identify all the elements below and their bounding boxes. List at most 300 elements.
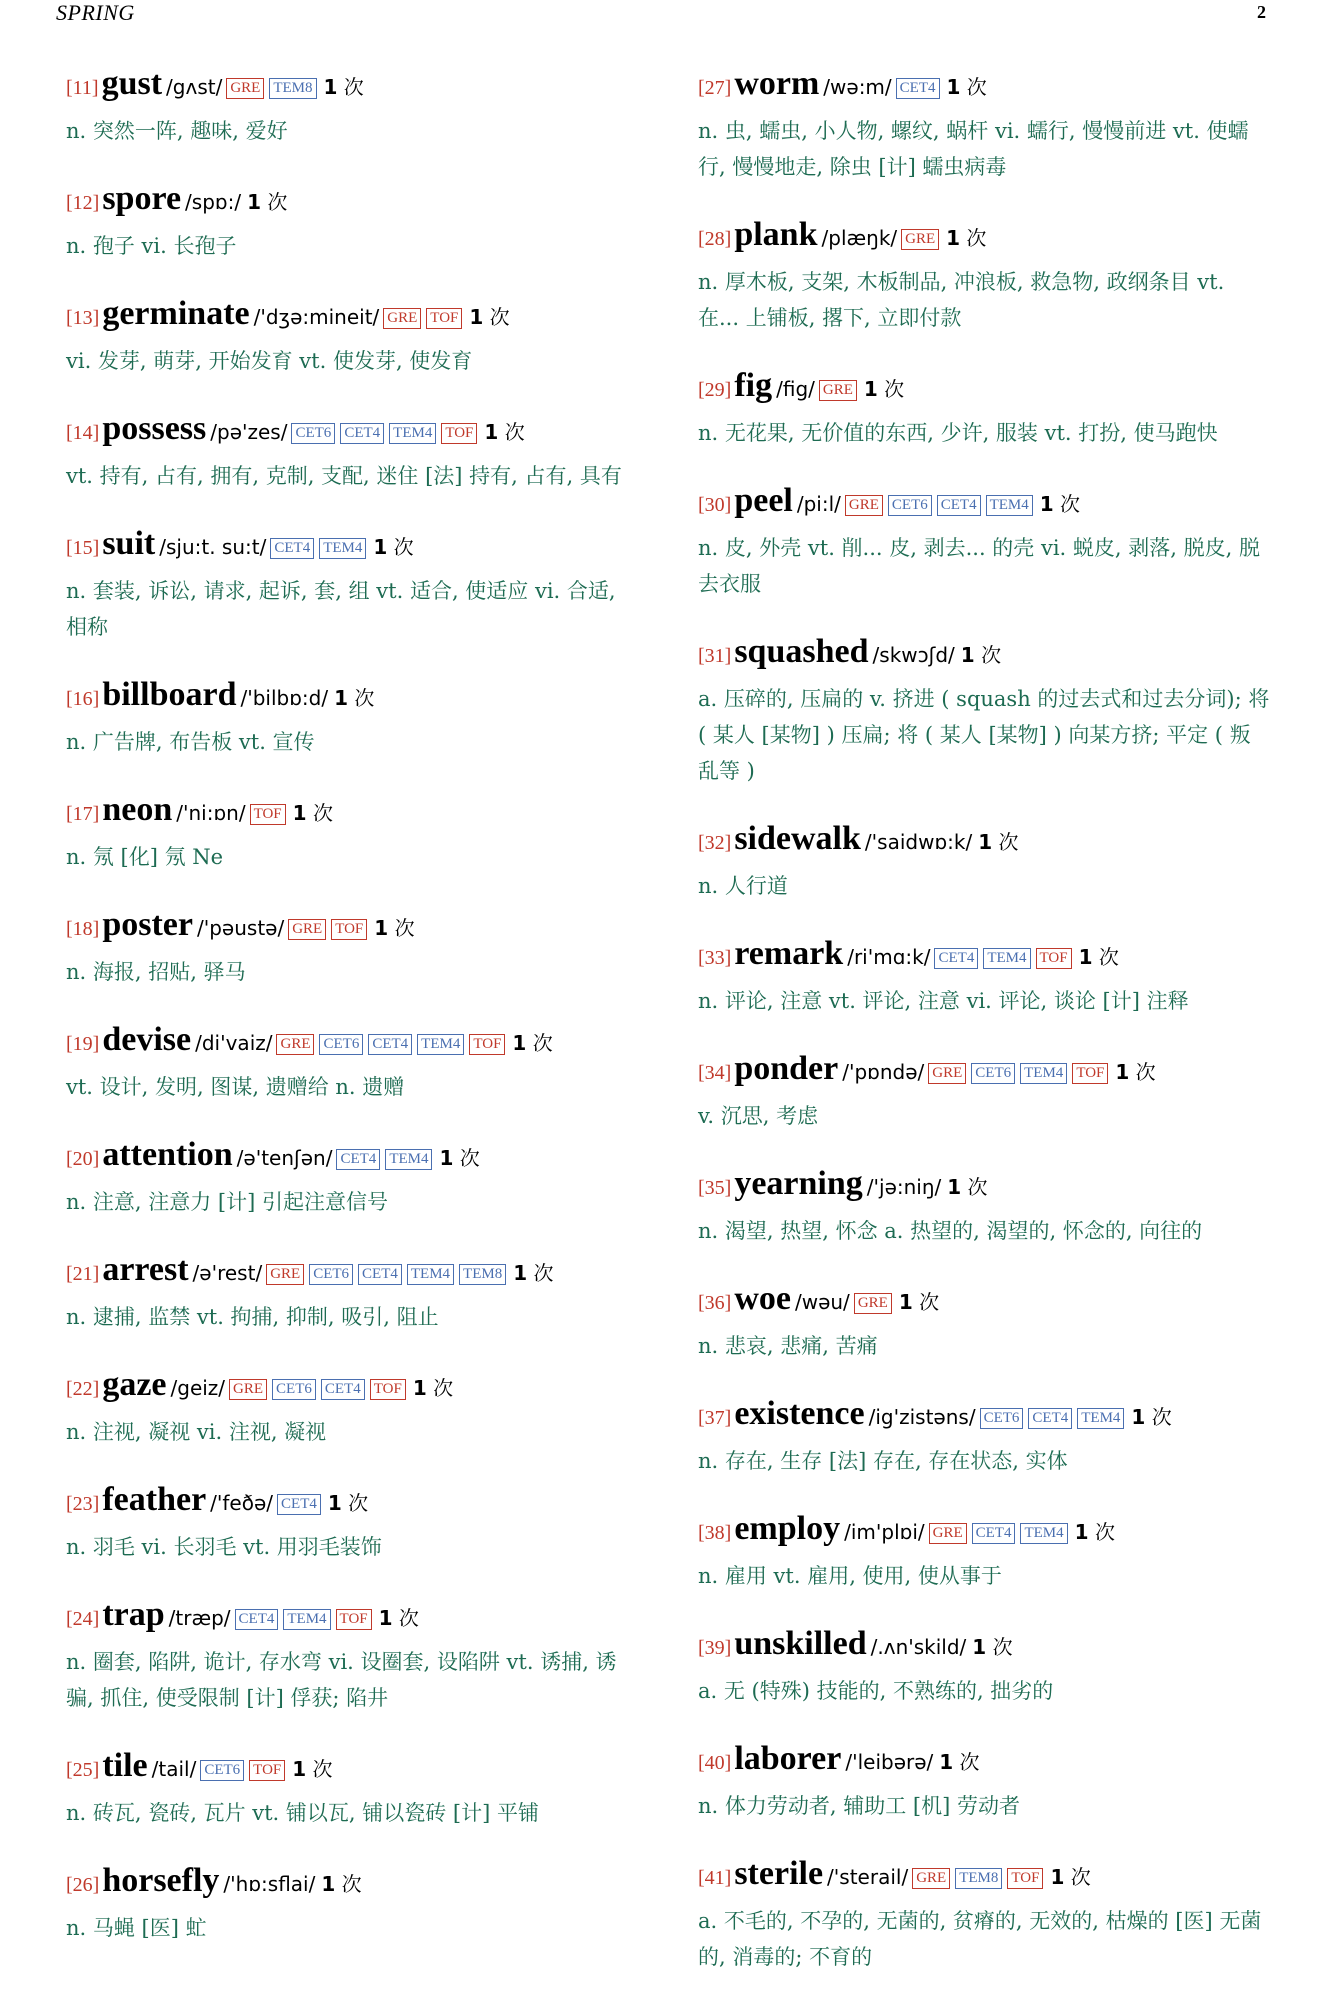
exam-tag-tem4: TEM4 [983, 948, 1030, 969]
entry-heading [66, 1133, 638, 1182]
vocab-entry [66, 903, 638, 990]
frequency-count: 1 [1115, 1060, 1130, 1084]
exam-tags [845, 496, 1038, 515]
frequency-label: 次 [919, 1290, 940, 1314]
vocab-entry [66, 292, 638, 379]
exam-tags [934, 949, 1076, 968]
frequency-count: 1 [978, 830, 993, 854]
definition: n. 孢子 vi. 长孢子 [66, 234, 237, 258]
entry-number: [40] [698, 1752, 732, 1774]
exam-tag-tof: TOF [331, 919, 367, 940]
headword: worm [734, 65, 820, 102]
exam-tag-cet4: CET4 [934, 948, 978, 969]
frequency-count: 1 [292, 801, 307, 825]
frequency-label: 次 [1135, 1060, 1156, 1084]
exam-tag-tem4: TEM4 [1020, 1063, 1067, 1084]
entry-heading [66, 903, 638, 952]
headword: billboard [102, 676, 237, 713]
frequency-label: 次 [1098, 945, 1119, 969]
frequency-count: 1 [939, 1750, 954, 1774]
definition: n. 羽毛 vi. 长羽毛 vt. 用羽毛装饰 [66, 1535, 382, 1559]
vocab-entry [66, 1018, 638, 1105]
definition: n. 评论, 注意 vt. 评论, 注意 vi. 评论, 谈论 [计] 注释 [698, 989, 1189, 1013]
exam-tag-tem4: TEM4 [389, 423, 436, 444]
entry-number: [31] [698, 645, 732, 667]
vocab-entry [698, 1162, 1270, 1249]
exam-tag-gre: GRE [288, 919, 326, 940]
frequency-label: 次 [312, 1757, 333, 1781]
frequency [961, 643, 1001, 667]
frequency-count: 1 [1050, 1865, 1065, 1889]
exam-tags [980, 1409, 1130, 1428]
frequency-label: 次 [504, 420, 525, 444]
definition: n. 渴望, 热望, 怀念 a. 热望的, 渴望的, 怀念的, 向往的 [698, 1219, 1203, 1243]
entry-number: [18] [66, 918, 100, 940]
exam-tag-cet4: CET4 [336, 1149, 380, 1170]
frequency-count: 1 [412, 1376, 427, 1400]
frequency [247, 190, 287, 214]
entry-heading [66, 1248, 638, 1297]
headword: sidewalk [734, 820, 861, 857]
exam-tags [928, 1064, 1113, 1083]
frequency-label: 次 [992, 1635, 1013, 1659]
vocab-entry [66, 177, 638, 264]
frequency-label: 次 [532, 1031, 553, 1055]
entry-number: [30] [698, 494, 732, 516]
phonetic: /wə:m/ [823, 75, 892, 99]
frequency-label: 次 [1094, 1520, 1115, 1544]
vocab-entry [66, 1744, 638, 1831]
exam-tag-tem4: TEM4 [407, 1264, 454, 1285]
definition: n. 注意, 注意力 [计] 引起注意信号 [66, 1190, 388, 1214]
frequency [899, 1290, 939, 1314]
phonetic: /.ʌn'skild/ [870, 1635, 967, 1659]
frequency-count: 1 [292, 1757, 307, 1781]
entry-number: [16] [66, 688, 100, 710]
entry-number: [37] [698, 1407, 732, 1429]
entry-number: [36] [698, 1292, 732, 1314]
definition: a. 无 (特殊) 技能的, 不熟练的, 拙劣的 [698, 1679, 1054, 1703]
frequency [972, 1635, 1012, 1659]
page-number: 2 [1257, 2, 1266, 22]
entry-heading [698, 479, 1270, 528]
definition: n. 突然一阵, 趣味, 爱好 [66, 119, 288, 143]
exam-tag-cet4: CET4 [368, 1034, 412, 1055]
vocab-entry [698, 932, 1270, 1019]
exam-tags [200, 1761, 290, 1780]
vocab-entry [66, 673, 638, 760]
phonetic: /'jə:niŋ/ [866, 1175, 942, 1199]
vocab-entry [66, 1133, 638, 1220]
entry-number: [38] [698, 1522, 732, 1544]
exam-tag-tof: TOF [336, 1609, 372, 1630]
frequency-label: 次 [267, 190, 288, 214]
phonetic: /gʌst/ [166, 75, 223, 99]
frequency-count: 1 [513, 1261, 528, 1285]
headword: poster [102, 906, 193, 943]
entry-heading [698, 1047, 1270, 1096]
definition: n. 氖 [化] 氖 Ne [66, 845, 224, 869]
exam-tag-cet4: CET4 [972, 1523, 1016, 1544]
frequency-count: 1 [946, 75, 961, 99]
entry-heading [698, 1507, 1270, 1556]
frequency [413, 1376, 453, 1400]
entry-number: [39] [698, 1637, 732, 1659]
frequency [374, 916, 414, 940]
exam-tags [270, 539, 371, 558]
vocab-entry [698, 1047, 1270, 1134]
exam-tag-gre: GRE [819, 380, 857, 401]
entry-number: [33] [698, 947, 732, 969]
frequency [946, 226, 986, 250]
entry-number: [28] [698, 228, 732, 250]
vocab-entry [698, 1507, 1270, 1594]
phonetic: /'ni:ɒn/ [176, 801, 246, 825]
phonetic: /ə'rest/ [192, 1261, 263, 1285]
phonetic: /'feðə/ [210, 1491, 274, 1515]
entry-number: [15] [66, 537, 100, 559]
phonetic: /pə'zes/ [210, 420, 288, 444]
exam-tags [896, 79, 945, 98]
vocab-entry [698, 1392, 1270, 1479]
vocab-entry [698, 62, 1270, 185]
phonetic: /'leibərə/ [845, 1750, 934, 1774]
exam-tag-gre: GRE [383, 308, 421, 329]
entry-heading [66, 62, 638, 111]
exam-tag-cet6: CET6 [980, 1408, 1024, 1429]
exam-tag-cet4: CET4 [937, 495, 981, 516]
phonetic: /'pɒndə/ [842, 1060, 925, 1084]
frequency-count: 1 [323, 75, 338, 99]
frequency-count: 1 [1131, 1405, 1146, 1429]
phonetic: /plæŋk/ [821, 226, 898, 250]
entry-number: [22] [66, 1378, 100, 1400]
exam-tag-cet6: CET6 [319, 1034, 363, 1055]
entry-number: [17] [66, 803, 100, 825]
exam-tag-gre: GRE [854, 1293, 892, 1314]
entry-heading [698, 817, 1270, 866]
headword: sterile [734, 1855, 824, 1892]
entry-heading [66, 673, 638, 722]
definition: n. 圈套, 陷阱, 诡计, 存水弯 vi. 设圈套, 设陷阱 vt. 诱捕, 诱骗, 抓住, 使受限制 [计] 俘获; 陷井 [66, 1650, 617, 1710]
entry-heading [698, 1737, 1270, 1786]
exam-tags [235, 1610, 377, 1629]
entry-heading [66, 788, 638, 837]
entry-heading [698, 364, 1270, 413]
exam-tags [901, 230, 944, 249]
frequency-count: 1 [512, 1031, 527, 1055]
frequency [978, 830, 1018, 854]
frequency-count: 1 [1039, 492, 1054, 516]
exam-tag-tem4: TEM4 [1020, 1523, 1067, 1544]
headword: employ [734, 1510, 841, 1547]
frequency [947, 75, 987, 99]
headword: neon [102, 791, 173, 828]
frequency-label: 次 [1070, 1865, 1091, 1889]
vocab-entry [698, 1622, 1270, 1709]
frequency-label: 次 [1151, 1405, 1172, 1429]
headword: suit [102, 525, 156, 562]
entry-heading [698, 1622, 1270, 1671]
exam-tag-gre: GRE [276, 1034, 314, 1055]
phonetic: /skwɔʃd/ [872, 643, 955, 667]
exam-tags [276, 1035, 510, 1054]
exam-tags [226, 79, 321, 98]
frequency-count: 1 [469, 305, 484, 329]
exam-tag-cet4: CET4 [340, 423, 384, 444]
exam-tag-tem4: TEM4 [417, 1034, 464, 1055]
entry-heading [698, 630, 1270, 679]
headword: feather [102, 1481, 207, 1518]
frequency-label: 次 [354, 686, 375, 710]
frequency-label: 次 [393, 535, 414, 559]
definition: vi. 发芽, 萌芽, 开始发育 vt. 使发芽, 使发育 [66, 349, 473, 373]
entry-heading [698, 62, 1270, 111]
definition: n. 海报, 招贴, 驿马 [66, 960, 246, 984]
phonetic: /fig/ [776, 377, 815, 401]
headword: remark [734, 935, 844, 972]
frequency [1115, 1060, 1155, 1084]
frequency [1075, 1520, 1115, 1544]
exam-tags [929, 1524, 1073, 1543]
phonetic: /pi:l/ [796, 492, 841, 516]
frequency-label: 次 [966, 75, 987, 99]
exam-tag-tof: TOF [441, 423, 477, 444]
exam-tag-tof: TOF [1007, 1868, 1043, 1889]
frequency-count: 1 [334, 686, 349, 710]
section-title: SPRING [56, 0, 135, 25]
frequency-count: 1 [947, 1175, 962, 1199]
frequency-count: 1 [373, 535, 388, 559]
frequency-count: 1 [374, 916, 389, 940]
definition: n. 砖瓦, 瓷砖, 瓦片 vt. 铺以瓦, 铺以瓷砖 [计] 平铺 [66, 1801, 539, 1825]
frequency-count: 1 [247, 190, 261, 214]
headword: woe [734, 1280, 791, 1317]
entry-heading [66, 1593, 638, 1642]
left-column [66, 62, 638, 1974]
frequency [1040, 492, 1080, 516]
frequency [321, 1872, 361, 1896]
frequency-label: 次 [884, 377, 905, 401]
vocab-entry [698, 213, 1270, 336]
exam-tag-tem8: TEM8 [459, 1264, 506, 1285]
definition: n. 无花果, 无价值的东西, 少许, 服装 vt. 打扮, 使马跑快 [698, 421, 1218, 445]
phonetic: /'hɒ:sflai/ [223, 1872, 316, 1896]
exam-tag-tof: TOF [1036, 948, 1072, 969]
frequency-count: 1 [960, 643, 975, 667]
exam-tag-cet4: CET4 [270, 538, 314, 559]
phonetic: /'bilbɒ:d/ [240, 686, 329, 710]
frequency-label: 次 [348, 1491, 369, 1515]
frequency [373, 535, 413, 559]
vocab-entry [698, 817, 1270, 904]
exam-tags [819, 381, 862, 400]
exam-tag-tof: TOF [426, 308, 462, 329]
definition: n. 套装, 诉讼, 请求, 起诉, 套, 组 vt. 适合, 使适应 vi. 合适, 相称 [66, 579, 616, 639]
entry-number: [26] [66, 1874, 100, 1896]
exam-tag-gre: GRE [912, 1868, 950, 1889]
vocab-entry [698, 1852, 1270, 1975]
frequency [328, 1491, 368, 1515]
vocab-entry [66, 1859, 638, 1946]
phonetic: /'dʒə:mineit/ [253, 305, 380, 329]
phonetic: /ri'mɑ:k/ [847, 945, 931, 969]
headword: germinate [102, 295, 250, 332]
frequency-label: 次 [998, 830, 1019, 854]
definition: a. 不毛的, 不孕的, 无菌的, 贫瘠的, 无效的, 枯燥的 [医] 无菌的, 消毒的; 不育的 [698, 1909, 1262, 1969]
headword: laborer [734, 1740, 842, 1777]
headword: fig [734, 367, 773, 404]
frequency-count: 1 [484, 420, 499, 444]
phonetic: /wəu/ [794, 1290, 850, 1314]
definition: v. 沉思, 考虑 [698, 1104, 819, 1128]
entry-number: [41] [698, 1867, 732, 1889]
definition: n. 皮, 外壳 vt. 削... 皮, 剥去... 的壳 vi. 蜕皮, 剥落, 脱皮, 脱去衣服 [698, 536, 1260, 596]
headword: arrest [102, 1251, 189, 1288]
exam-tags [291, 424, 482, 443]
exam-tag-tof: TOF [469, 1034, 505, 1055]
phonetic: /træp/ [168, 1606, 231, 1630]
entry-heading [698, 1277, 1270, 1326]
definition: vt. 持有, 占有, 拥有, 克制, 支配, 迷住 [法] 持有, 占有, 具有 [66, 464, 622, 488]
entry-number: [19] [66, 1033, 100, 1055]
frequency-label: 次 [343, 75, 364, 99]
exam-tag-cet6: CET6 [272, 1379, 316, 1400]
headword: trap [102, 1596, 165, 1633]
frequency-label: 次 [533, 1261, 554, 1285]
exam-tag-cet6: CET6 [309, 1264, 353, 1285]
frequency [293, 801, 333, 825]
frequency [439, 1146, 479, 1170]
frequency-label: 次 [967, 1175, 988, 1199]
exam-tag-cet4: CET4 [277, 1494, 321, 1515]
definition: n. 逮捕, 监禁 vt. 拘捕, 抑制, 吸引, 阻止 [66, 1305, 439, 1329]
exam-tag-gre: GRE [226, 78, 264, 99]
definition: n. 注视, 凝视 vi. 注视, 凝视 [66, 1420, 327, 1444]
entry-number: [32] [698, 832, 732, 854]
frequency [1131, 1405, 1171, 1429]
definition: vt. 设计, 发明, 图谋, 遗赠给 n. 遗赠 [66, 1075, 405, 1099]
frequency [469, 305, 509, 329]
entry-number: [21] [66, 1263, 100, 1285]
entry-heading [698, 1852, 1270, 1901]
entry-heading [698, 932, 1270, 981]
exam-tag-gre: GRE [928, 1063, 966, 1084]
exam-tags [229, 1380, 411, 1399]
frequency [334, 686, 374, 710]
entry-number: [29] [698, 379, 732, 401]
entry-number: [25] [66, 1759, 100, 1781]
exam-tags [288, 920, 372, 939]
vocab-entry [66, 788, 638, 875]
frequency-label: 次 [981, 643, 1002, 667]
headword: plank [734, 216, 818, 253]
vocab-entry [66, 1593, 638, 1716]
phonetic: /geiz/ [170, 1376, 226, 1400]
exam-tag-cet4: CET4 [235, 1609, 279, 1630]
exam-tags [854, 1294, 897, 1313]
frequency-label: 次 [394, 916, 415, 940]
vocab-entry [698, 1277, 1270, 1364]
frequency-label: 次 [341, 1872, 362, 1896]
frequency [864, 377, 904, 401]
frequency [947, 1175, 987, 1199]
entry-number: [23] [66, 1493, 100, 1515]
exam-tag-tem8: TEM8 [955, 1868, 1002, 1889]
definition: n. 雇用 vt. 雇用, 使用, 使从事于 [698, 1564, 1002, 1588]
exam-tags [266, 1265, 511, 1284]
exam-tag-gre: GRE [901, 229, 939, 250]
phonetic: /'sterail/ [827, 1865, 909, 1889]
exam-tag-gre: GRE [229, 1379, 267, 1400]
exam-tags [336, 1150, 437, 1169]
frequency [379, 1606, 419, 1630]
headword: yearning [734, 1165, 863, 1202]
exam-tag-tem4: TEM4 [319, 538, 366, 559]
exam-tag-cet6: CET6 [291, 423, 335, 444]
frequency-count: 1 [1078, 945, 1093, 969]
frequency-count: 1 [321, 1872, 336, 1896]
frequency-count: 1 [898, 1290, 913, 1314]
entry-number: [12] [66, 192, 100, 214]
frequency-label: 次 [489, 305, 510, 329]
headword: peel [734, 482, 793, 519]
phonetic: /di'vaiz/ [195, 1031, 273, 1055]
headword: spore [102, 180, 182, 217]
entry-heading [66, 1478, 638, 1527]
frequency [1050, 1865, 1090, 1889]
frequency [513, 1261, 553, 1285]
vocab-entry [66, 62, 638, 149]
headword: horsefly [102, 1862, 220, 1899]
exam-tag-cet4: CET4 [321, 1379, 365, 1400]
exam-tag-gre: GRE [845, 495, 883, 516]
phonetic: /sju:t. su:t/ [159, 535, 267, 559]
entry-number: [13] [66, 307, 100, 329]
exam-tag-tem4: TEM4 [986, 495, 1033, 516]
frequency [1079, 945, 1119, 969]
vocab-entry [698, 630, 1270, 789]
definition: a. 压碎的, 压扁的 v. 挤进 ( squash 的过去式和过去分词); 将 ( 某人 [某物] ) 压扁; 将 ( 某人 [某物] ) 向某方挤; 平定 ( 叛乱等 ) [698, 687, 1270, 783]
headword: devise [102, 1021, 192, 1058]
entry-heading [66, 177, 638, 226]
phonetic: /ig'zistəns/ [868, 1405, 976, 1429]
entry-number: [35] [698, 1177, 732, 1199]
entry-number: [34] [698, 1062, 732, 1084]
frequency-label: 次 [398, 1606, 419, 1630]
entry-number: [24] [66, 1608, 100, 1630]
exam-tags [383, 309, 467, 328]
vocab-entry [66, 1363, 638, 1450]
exam-tag-tem4: TEM4 [283, 1609, 330, 1630]
entry-heading [66, 1744, 638, 1793]
definition: n. 厚木板, 支架, 木板制品, 冲浪板, 救急物, 政纲条目 vt. 在... 上铺板, 撂下, 立即付款 [698, 270, 1225, 330]
headword: squashed [734, 633, 869, 670]
frequency-count: 1 [946, 226, 961, 250]
frequency-count: 1 [863, 377, 878, 401]
headword: tile [102, 1747, 148, 1784]
definition: n. 存在, 生存 [法] 存在, 存在状态, 实体 [698, 1449, 1068, 1473]
exam-tag-tof: TOF [1072, 1063, 1108, 1084]
vocab-entry [66, 407, 638, 494]
headword: ponder [734, 1050, 839, 1087]
phonetic: /im'plɒi/ [844, 1520, 925, 1544]
exam-tags [250, 805, 291, 824]
exam-tag-cet4: CET4 [358, 1264, 402, 1285]
phonetic: /spɒ:/ [185, 190, 242, 214]
exam-tag-cet4: CET4 [1028, 1408, 1072, 1429]
definition: n. 虫, 蠕虫, 小人物, 螺纹, 蜗杆 vi. 蠕行, 慢慢前进 vt. 使蠕行, 慢慢地走, 除虫 [计] 蠕虫病毒 [698, 119, 1249, 179]
